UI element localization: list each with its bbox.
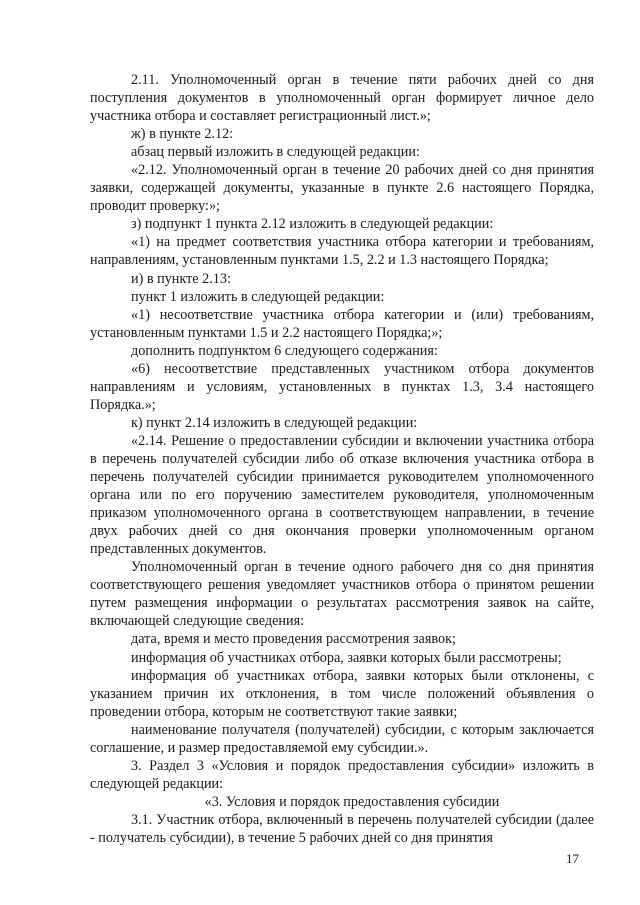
paragraph: информация об участниках отбора, заявки которых были отклонены, с указанием причин их отклонения, в том числе положений объявления о проведении отбора, которым не соответствуют такие заявки; — [90, 667, 594, 720]
paragraph: информация об участниках отбора, заявки которых были рассмотрены; — [131, 649, 562, 666]
paragraph: «1) несоответствие участника отбора категории и (или) требованиям, установленным пунктами 1.5 и 2.2 настоящего Порядка;»; — [90, 306, 594, 341]
body-text — [90, 71, 594, 847]
paragraph: и) в пункте 2.13: — [131, 270, 231, 287]
paragraph: к) пункт 2.14 изложить в следующей редакции: — [131, 414, 418, 431]
paragraph: абзац первый изложить в следующей редакции: — [131, 144, 420, 161]
section-heading: «3. Условия и порядок предоставления субсидии — [204, 793, 500, 810]
paragraph: «2.12. Уполномоченный орган в течение 20 рабочих дней со дня принятия заявки, содержащей документы, указанные в пункте 2.6 настоящего Порядка, проводит проверку:»; — [90, 162, 594, 215]
paragraph: дата, время и место проведения рассмотрения заявок; — [131, 631, 456, 648]
paragraph: 3. Раздел 3 «Условия и порядок предоставления субсидии» изложить в следующей редакции: — [90, 757, 594, 792]
page-number: 17 — [566, 851, 579, 866]
paragraph: ж) в пункте 2.12: — [131, 126, 234, 143]
paragraph: 3.1. Участник отбора, включенный в перечень получателей субсидии (далее - получатель субсидии), в течение 5 рабочих дней со дня принятия — [90, 811, 594, 846]
paragraph: 2.11. Уполномоченный орган в течение пяти рабочих дней со дня поступления документов в уполномоченный орган формирует личное дело участника отбора и составляет регистрационный лист.»; — [90, 72, 594, 125]
paragraph: з) подпункт 1 пункта 2.12 изложить в следующей редакции: — [131, 216, 494, 233]
paragraph: «2.14. Решение о предоставлении субсидии и включении участника отбора в перечень получателей субсидии либо об отказе включения участника отбора в перечень получателей субсидии принимается руководителем уполномоченного органа или по его поручению заместителем руководителя, уполномоченным приказом уполномоченного органа в соответствующем направлении, в течение двух рабочих дней со дня окончания проверки уполномоченным органом представленных документов. — [90, 432, 594, 558]
paragraph: пункт 1 изложить в следующей редакции: — [131, 288, 385, 305]
paragraph: Уполномоченный орган в течение одного рабочего дня со дня принятия соответствующего решения уведомляет участников отбора о принятом решении путем размещения информации о результатах рассмотрения заявок на сайте, включающей следующие сведения: — [90, 559, 594, 630]
paragraph: «1) на предмет соответствия участника отбора категории и требованиям, направлениям, установленным пунктами 1.5, 2.2 и 1.3 настоящего Порядка; — [90, 234, 594, 269]
paragraph: дополнить подпунктом 6 следующего содержания: — [131, 342, 438, 359]
paragraph: «6) несоответствие представленных участником отбора документов направлениям и условиям, установленных в пунктах 1.3, 3.4 настоящего Порядка.»; — [90, 360, 594, 413]
paragraph: наименование получателя (получателей) субсидии, с которым заключается соглашение, и размер предоставляемой ему субсидии.». — [90, 721, 594, 756]
